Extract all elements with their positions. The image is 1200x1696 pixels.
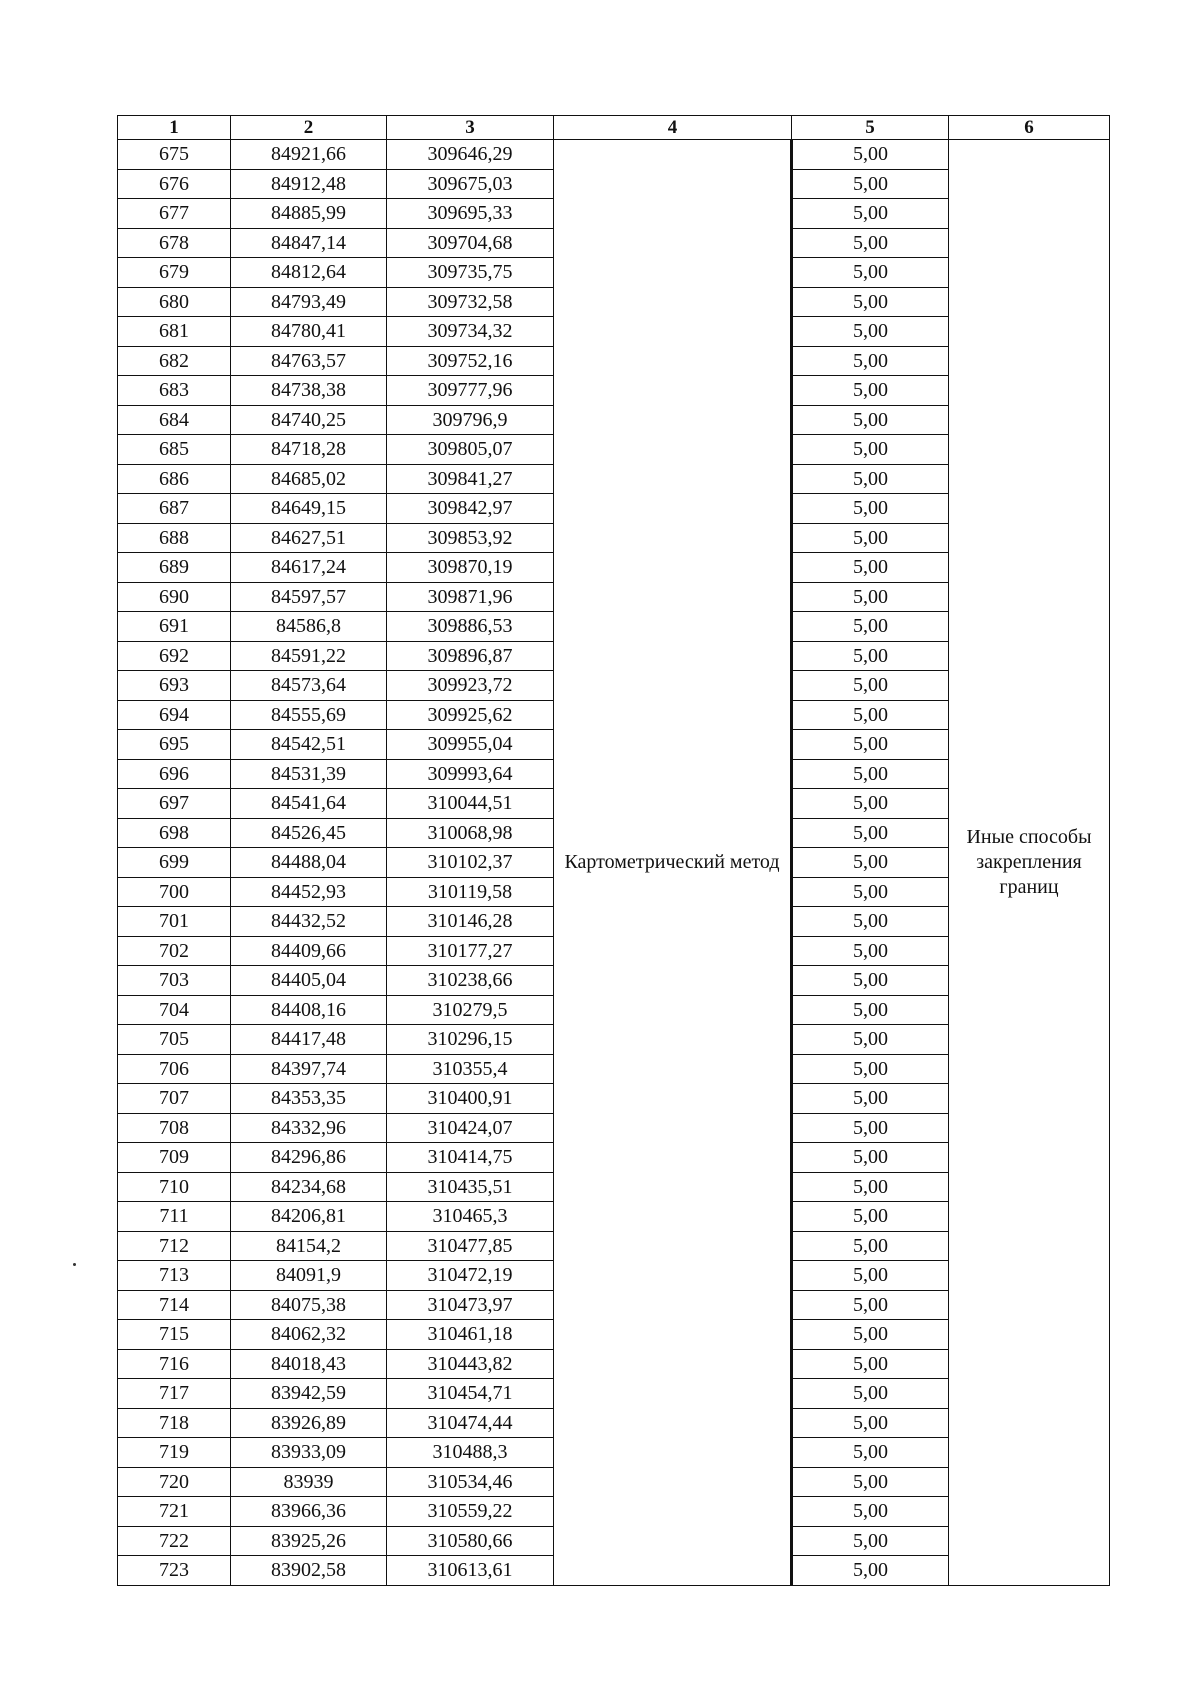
- point-number: 693: [118, 671, 231, 701]
- coordinate-x: 84332,96: [231, 1113, 387, 1143]
- table-header-row: [118, 116, 1110, 140]
- coordinate-x: 84206,81: [231, 1202, 387, 1232]
- coordinate-x: 84586,8: [231, 612, 387, 642]
- coordinate-x: 83966,36: [231, 1497, 387, 1527]
- accuracy-value: 5,00: [792, 1290, 949, 1320]
- coordinate-y: 309871,96: [387, 582, 554, 612]
- accuracy-value: 5,00: [792, 789, 949, 819]
- point-number: 699: [118, 848, 231, 878]
- accuracy-value: 5,00: [792, 612, 949, 642]
- coordinate-y: 309993,64: [387, 759, 554, 789]
- coordinate-x: 84154,2: [231, 1231, 387, 1261]
- coordinate-y: 310559,22: [387, 1497, 554, 1527]
- coordinate-x: 84763,57: [231, 346, 387, 376]
- accuracy-value: 5,00: [792, 553, 949, 583]
- coordinate-y: 309675,03: [387, 169, 554, 199]
- coordinate-x: 84526,45: [231, 818, 387, 848]
- header-col-5: 5: [792, 116, 949, 140]
- table-row: [118, 140, 1110, 170]
- coordinate-y: 309752,16: [387, 346, 554, 376]
- point-number: 698: [118, 818, 231, 848]
- coordinate-y: 310146,28: [387, 907, 554, 937]
- coordinate-y: 309870,19: [387, 553, 554, 583]
- accuracy-value: 5,00: [792, 1526, 949, 1556]
- accuracy-value: 5,00: [792, 877, 949, 907]
- coordinate-y: 310477,85: [387, 1231, 554, 1261]
- point-number: 717: [118, 1379, 231, 1409]
- coordinate-x: 84234,68: [231, 1172, 387, 1202]
- coordinate-x: 84780,41: [231, 317, 387, 347]
- coordinate-y: 309777,96: [387, 376, 554, 406]
- point-number: 705: [118, 1025, 231, 1055]
- coordinate-y: 309646,29: [387, 140, 554, 170]
- table-body: [118, 140, 1110, 1586]
- coordinate-x: 84062,32: [231, 1320, 387, 1350]
- coordinate-x: 83902,58: [231, 1556, 387, 1586]
- coordinate-x: 84075,38: [231, 1290, 387, 1320]
- accuracy-value: 5,00: [792, 641, 949, 671]
- coordinate-x: 83933,09: [231, 1438, 387, 1468]
- point-number: 722: [118, 1526, 231, 1556]
- coordinate-x: 84847,14: [231, 228, 387, 258]
- coordinate-y: 309734,32: [387, 317, 554, 347]
- header-col-3: 3: [387, 116, 554, 140]
- point-number: 723: [118, 1556, 231, 1586]
- coordinate-y: 309805,07: [387, 435, 554, 465]
- coordinate-y: 309923,72: [387, 671, 554, 701]
- point-number: 704: [118, 995, 231, 1025]
- coordinate-y: 309796,9: [387, 405, 554, 435]
- coordinate-y: 310473,97: [387, 1290, 554, 1320]
- header-col-2: 2: [231, 116, 387, 140]
- coordinate-x: 84409,66: [231, 936, 387, 966]
- point-number: 708: [118, 1113, 231, 1143]
- point-number: 719: [118, 1438, 231, 1468]
- coordinate-x: 84432,52: [231, 907, 387, 937]
- coordinate-y: 310119,58: [387, 877, 554, 907]
- coordinate-x: 84649,15: [231, 494, 387, 524]
- accuracy-value: 5,00: [792, 582, 949, 612]
- accuracy-value: 5,00: [792, 1202, 949, 1232]
- point-number: 695: [118, 730, 231, 760]
- point-number: 700: [118, 877, 231, 907]
- accuracy-value: 5,00: [792, 1497, 949, 1527]
- coordinate-x: 84627,51: [231, 523, 387, 553]
- accuracy-value: 5,00: [792, 1556, 949, 1586]
- coordinate-x: 84542,51: [231, 730, 387, 760]
- coordinate-y: 309886,53: [387, 612, 554, 642]
- accuracy-value: 5,00: [792, 228, 949, 258]
- accuracy-value: 5,00: [792, 1231, 949, 1261]
- point-number: 701: [118, 907, 231, 937]
- coordinate-y: 310400,91: [387, 1084, 554, 1114]
- coordinate-y: 310534,46: [387, 1467, 554, 1497]
- coordinate-x: 84018,43: [231, 1349, 387, 1379]
- point-number: 680: [118, 287, 231, 317]
- coordinate-x: 84685,02: [231, 464, 387, 494]
- accuracy-value: 5,00: [792, 169, 949, 199]
- accuracy-value: 5,00: [792, 346, 949, 376]
- coordinate-y: 309735,75: [387, 258, 554, 288]
- point-number: 697: [118, 789, 231, 819]
- point-number: 679: [118, 258, 231, 288]
- method-cell: Картометрический метод: [554, 140, 792, 1586]
- coordinate-x: 84740,25: [231, 405, 387, 435]
- accuracy-value: 5,00: [792, 759, 949, 789]
- coordinate-x: 84793,49: [231, 287, 387, 317]
- accuracy-value: 5,00: [792, 1467, 949, 1497]
- scan-speck: [73, 1263, 76, 1266]
- point-number: 682: [118, 346, 231, 376]
- coordinate-x: 84296,86: [231, 1143, 387, 1173]
- point-number: 677: [118, 199, 231, 229]
- accuracy-value: 5,00: [792, 464, 949, 494]
- coordinate-x: 84531,39: [231, 759, 387, 789]
- accuracy-value: 5,00: [792, 405, 949, 435]
- coordinate-y: 310044,51: [387, 789, 554, 819]
- accuracy-value: 5,00: [792, 258, 949, 288]
- accuracy-value: 5,00: [792, 1025, 949, 1055]
- point-number: 707: [118, 1084, 231, 1114]
- accuracy-value: 5,00: [792, 199, 949, 229]
- point-number: 709: [118, 1143, 231, 1173]
- header-col-6: 6: [949, 116, 1110, 140]
- coordinate-x: 83942,59: [231, 1379, 387, 1409]
- accuracy-value: 5,00: [792, 376, 949, 406]
- coordinate-y: 309732,58: [387, 287, 554, 317]
- point-number: 688: [118, 523, 231, 553]
- coordinate-y: 310488,3: [387, 1438, 554, 1468]
- point-number: 694: [118, 700, 231, 730]
- point-number: 720: [118, 1467, 231, 1497]
- point-number: 681: [118, 317, 231, 347]
- accuracy-value: 5,00: [792, 494, 949, 524]
- coordinate-x: 84353,35: [231, 1084, 387, 1114]
- point-number: 714: [118, 1290, 231, 1320]
- coordinate-y: 310465,3: [387, 1202, 554, 1232]
- accuracy-value: 5,00: [792, 995, 949, 1025]
- point-number: 712: [118, 1231, 231, 1261]
- coordinate-x: 84408,16: [231, 995, 387, 1025]
- coordinate-y: 310296,15: [387, 1025, 554, 1055]
- point-number: 678: [118, 228, 231, 258]
- coordinate-y: 310472,19: [387, 1261, 554, 1291]
- point-number: 692: [118, 641, 231, 671]
- coordinate-y: 310102,37: [387, 848, 554, 878]
- coordinate-y: 310414,75: [387, 1143, 554, 1173]
- point-number: 718: [118, 1408, 231, 1438]
- coordinate-x: 84718,28: [231, 435, 387, 465]
- coordinate-y: 309853,92: [387, 523, 554, 553]
- coordinate-y: 309695,33: [387, 199, 554, 229]
- point-number: 711: [118, 1202, 231, 1232]
- coordinate-y: 309955,04: [387, 730, 554, 760]
- coordinate-y: 309704,68: [387, 228, 554, 258]
- accuracy-value: 5,00: [792, 1379, 949, 1409]
- coordinate-y: 309841,27: [387, 464, 554, 494]
- coordinate-y: 310238,66: [387, 966, 554, 996]
- point-number: 684: [118, 405, 231, 435]
- coordinate-x: 84417,48: [231, 1025, 387, 1055]
- accuracy-value: 5,00: [792, 907, 949, 937]
- coordinate-y: 309842,97: [387, 494, 554, 524]
- coordinate-x: 83939: [231, 1467, 387, 1497]
- point-number: 690: [118, 582, 231, 612]
- coordinate-x: 83926,89: [231, 1408, 387, 1438]
- accuracy-value: 5,00: [792, 1261, 949, 1291]
- coordinate-y: 310435,51: [387, 1172, 554, 1202]
- coordinate-x: 84912,48: [231, 169, 387, 199]
- coordinate-x: 84452,93: [231, 877, 387, 907]
- point-number: 721: [118, 1497, 231, 1527]
- accuracy-value: 5,00: [792, 818, 949, 848]
- accuracy-value: 5,00: [792, 1054, 949, 1084]
- accuracy-value: 5,00: [792, 1084, 949, 1114]
- boundary-points-table: [117, 115, 1110, 1586]
- accuracy-value: 5,00: [792, 1172, 949, 1202]
- header-col-4: 4: [554, 116, 792, 140]
- coordinate-y: 310177,27: [387, 936, 554, 966]
- point-number: 703: [118, 966, 231, 996]
- point-number: 702: [118, 936, 231, 966]
- coordinate-x: 84573,64: [231, 671, 387, 701]
- accuracy-value: 5,00: [792, 966, 949, 996]
- accuracy-value: 5,00: [792, 523, 949, 553]
- accuracy-value: 5,00: [792, 317, 949, 347]
- coordinate-x: 84921,66: [231, 140, 387, 170]
- point-number: 685: [118, 435, 231, 465]
- coordinate-x: 84812,64: [231, 258, 387, 288]
- point-number: 696: [118, 759, 231, 789]
- accuracy-value: 5,00: [792, 1143, 949, 1173]
- accuracy-value: 5,00: [792, 435, 949, 465]
- coordinate-x: 84591,22: [231, 641, 387, 671]
- accuracy-value: 5,00: [792, 1408, 949, 1438]
- accuracy-value: 5,00: [792, 1438, 949, 1468]
- coordinate-x: 83925,26: [231, 1526, 387, 1556]
- accuracy-value: 5,00: [792, 287, 949, 317]
- coordinate-y: 310279,5: [387, 995, 554, 1025]
- point-number: 691: [118, 612, 231, 642]
- coordinate-y: 310474,44: [387, 1408, 554, 1438]
- coordinate-y: 310461,18: [387, 1320, 554, 1350]
- coordinate-y: 310580,66: [387, 1526, 554, 1556]
- point-number: 687: [118, 494, 231, 524]
- coordinate-x: 84617,24: [231, 553, 387, 583]
- coordinate-y: 310068,98: [387, 818, 554, 848]
- coordinate-y: 309925,62: [387, 700, 554, 730]
- accuracy-value: 5,00: [792, 936, 949, 966]
- point-number: 706: [118, 1054, 231, 1084]
- point-number: 676: [118, 169, 231, 199]
- point-number: 716: [118, 1349, 231, 1379]
- point-number: 689: [118, 553, 231, 583]
- coordinate-x: 84405,04: [231, 966, 387, 996]
- fixing-method-cell: Иные способы закрепления границ: [949, 140, 1110, 1586]
- accuracy-value: 5,00: [792, 1320, 949, 1350]
- coordinate-x: 84597,57: [231, 582, 387, 612]
- coordinate-x: 84397,74: [231, 1054, 387, 1084]
- accuracy-value: 5,00: [792, 730, 949, 760]
- accuracy-value: 5,00: [792, 671, 949, 701]
- accuracy-value: 5,00: [792, 848, 949, 878]
- coordinate-x: 84555,69: [231, 700, 387, 730]
- accuracy-value: 5,00: [792, 140, 949, 170]
- coordinate-x: 84488,04: [231, 848, 387, 878]
- coordinate-x: 84738,38: [231, 376, 387, 406]
- header-col-1: 1: [118, 116, 231, 140]
- coordinate-y: 310443,82: [387, 1349, 554, 1379]
- coordinate-x: 84541,64: [231, 789, 387, 819]
- coordinate-y: 310355,4: [387, 1054, 554, 1084]
- point-number: 675: [118, 140, 231, 170]
- coordinate-y: 310613,61: [387, 1556, 554, 1586]
- coordinate-x: 84885,99: [231, 199, 387, 229]
- point-number: 710: [118, 1172, 231, 1202]
- accuracy-value: 5,00: [792, 700, 949, 730]
- coordinate-x: 84091,9: [231, 1261, 387, 1291]
- accuracy-value: 5,00: [792, 1349, 949, 1379]
- coordinate-y: 309896,87: [387, 641, 554, 671]
- coordinate-y: 310454,71: [387, 1379, 554, 1409]
- point-number: 715: [118, 1320, 231, 1350]
- point-number: 713: [118, 1261, 231, 1291]
- point-number: 686: [118, 464, 231, 494]
- point-number: 683: [118, 376, 231, 406]
- coordinate-y: 310424,07: [387, 1113, 554, 1143]
- accuracy-value: 5,00: [792, 1113, 949, 1143]
